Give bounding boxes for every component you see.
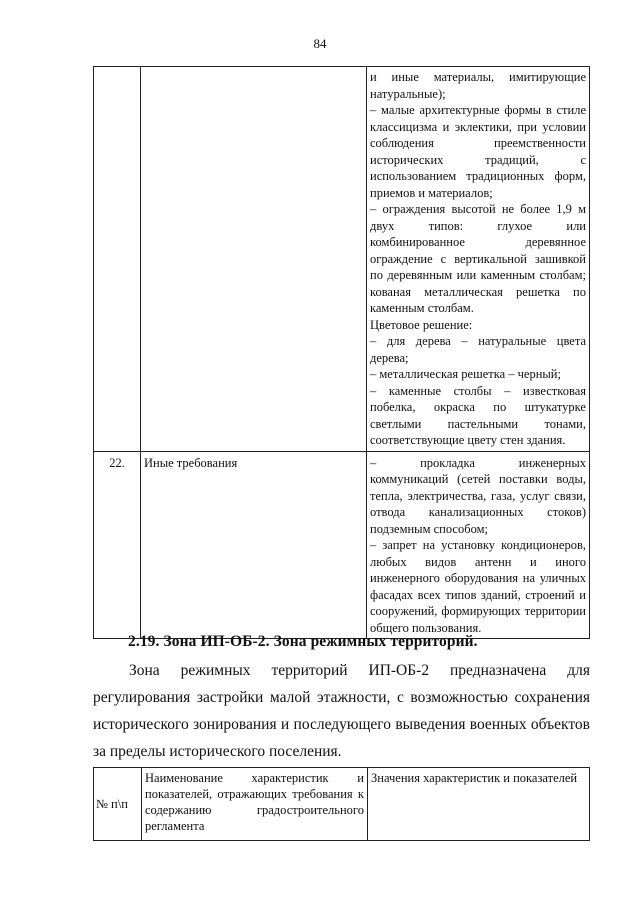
table-row	[94, 451, 590, 639]
row-name-cell	[141, 67, 367, 452]
value-line: – для дерева – натуральные цвета дерева;	[370, 334, 586, 365]
section-title: 2.19. Зона ИП-ОБ-2. Зона режимных территорий.	[128, 633, 478, 650]
header-name: Наименование характеристик и показателей, отражающих требования к содержанию градостроительного регламента	[142, 768, 368, 841]
requirements-table	[93, 66, 590, 639]
section-paragraph: Зона режимных территорий ИП-ОБ-2 предназначена для регулирования застройки малой этажности, с возможностью сохранения исторического зонирования и последующего выведения военных объектов за пределы исторического поселения.	[93, 662, 590, 760]
value-line: – малые архитектурные формы в стиле классицизма и эклектики, при условии соблюдения преемственности исторических традиций, с использованием традиционных форм, приемов и материалов;	[370, 103, 586, 200]
page-number: 84	[313, 36, 327, 51]
characteristics-table	[93, 767, 590, 841]
table-row	[94, 67, 590, 452]
row-value-cell	[367, 451, 590, 639]
row-name-cell: Иные требования	[141, 451, 367, 639]
table-header-row	[94, 768, 590, 841]
row-number-cell: 22.	[94, 451, 141, 639]
value-line: – каменные столбы – известковая побелка, окраска по штукатурке светлыми пастельными тонами, соответствующие цвету стен здания.	[370, 383, 586, 447]
row-value-cell	[367, 67, 590, 452]
row-number-cell	[94, 67, 141, 452]
value-line: – запрет на установку кондиционеров, любых видов антенн и иного инженерного оборудования на уличных фасадах всех типов зданий, строений и сооружений, формирующих территории общего пользования.	[370, 538, 586, 635]
value-line: Цветовое решение:	[370, 317, 473, 332]
value-line: – ограждения высотой не более 1,9 м двух типов: глухое или комбинированное деревянное ограждение с вертикальной зашивкой по деревянным или каменным столбам; кованая металлическая решетка по каменным столбам.	[370, 202, 586, 315]
value-line: и иные материалы, имитирующие натуральные);	[370, 70, 586, 101]
value-line: – прокладка инженерных коммуникаций (сетей поставки воды, тепла, электричества, газа, услуг связи, отвода канализационных стоков) подземным способом;	[370, 455, 586, 536]
value-line: – металлическая решетка – черный;	[370, 367, 561, 381]
header-values: Значения характеристик и показателей	[368, 768, 590, 841]
header-number: № п\п	[94, 768, 142, 841]
